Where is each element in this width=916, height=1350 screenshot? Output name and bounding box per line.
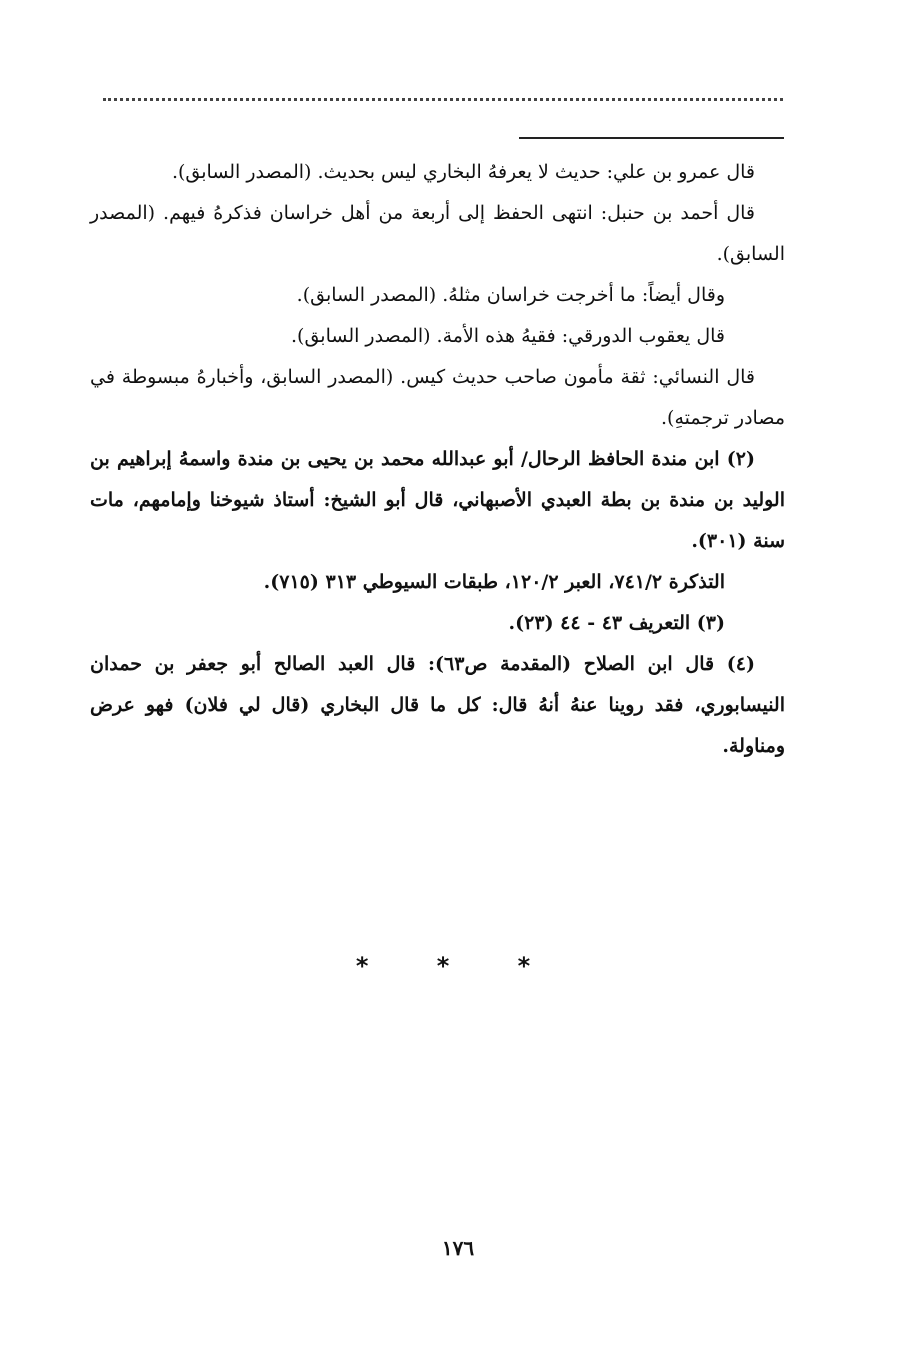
dotted-separator-line: [103, 98, 783, 101]
paragraph-yaqub-dawraqi: قال يعقوب الدورقي: فقيهُ هذه الأمة. (المصدر السابق).: [291, 325, 725, 347]
footnote-4-ibn-salah: (٤) قال ابن الصلاح (المقدمة ص٦٣): قال العبد الصالح أبو جعفر بن حمدان النيسابوري، فقد روينا عنهُ أنهُ قال: كل ما قال البخاري (قال لي فلان) فهو عرض ومناولة.: [90, 653, 785, 757]
paragraph-amr-bin-ali: قال عمرو بن علي: حديث لا يعرفهُ البخاري ليس بحديث. (المصدر السابق).: [171, 161, 755, 183]
footnote-2-ibn-mandah: (٢) ابن مندة الحافظ الرحال/ أبو عبدالله محمد بن يحيى بن مندة واسمهُ إبراهيم بن الوليد بن مندة بن بطة العبدي الأصبهاني، قال أبو الشيخ: أستاذ شيوخنا وإمامهم، مات سنة (٣٠١).: [90, 448, 785, 552]
page-number: ١٧٦: [441, 1236, 475, 1260]
footnote-3-tarif: (٣) التعريف ٤٣ - ٤٤ (٢٣).: [508, 612, 725, 634]
footnote-rule: [519, 137, 784, 139]
paragraph-also-said: وقال أيضاً: ما أخرجت خراسان مثلهُ. (المصدر السابق).: [296, 284, 725, 306]
footnote-text-block: [90, 152, 785, 767]
section-separator-stars: * * *: [355, 952, 561, 980]
paragraph-nasai: قال النسائي: ثقة مأمون صاحب حديث كيس. (المصدر السابق، وأخبارهُ مبسوطة في مصادر ترجمتهِ).: [90, 366, 785, 429]
paragraph-ahmad-bin-hanbal: قال أحمد بن حنبل: انتهى الحفظ إلى أربعة من أهل خراسان فذكرهُ فيهم. (المصدر السابق).: [90, 202, 785, 265]
footnote-2-references: التذكرة ٧٤١/٢، العبر ١٢٠/٢، طبقات السيوطي ٣١٣ (٧١٥).: [263, 571, 725, 593]
